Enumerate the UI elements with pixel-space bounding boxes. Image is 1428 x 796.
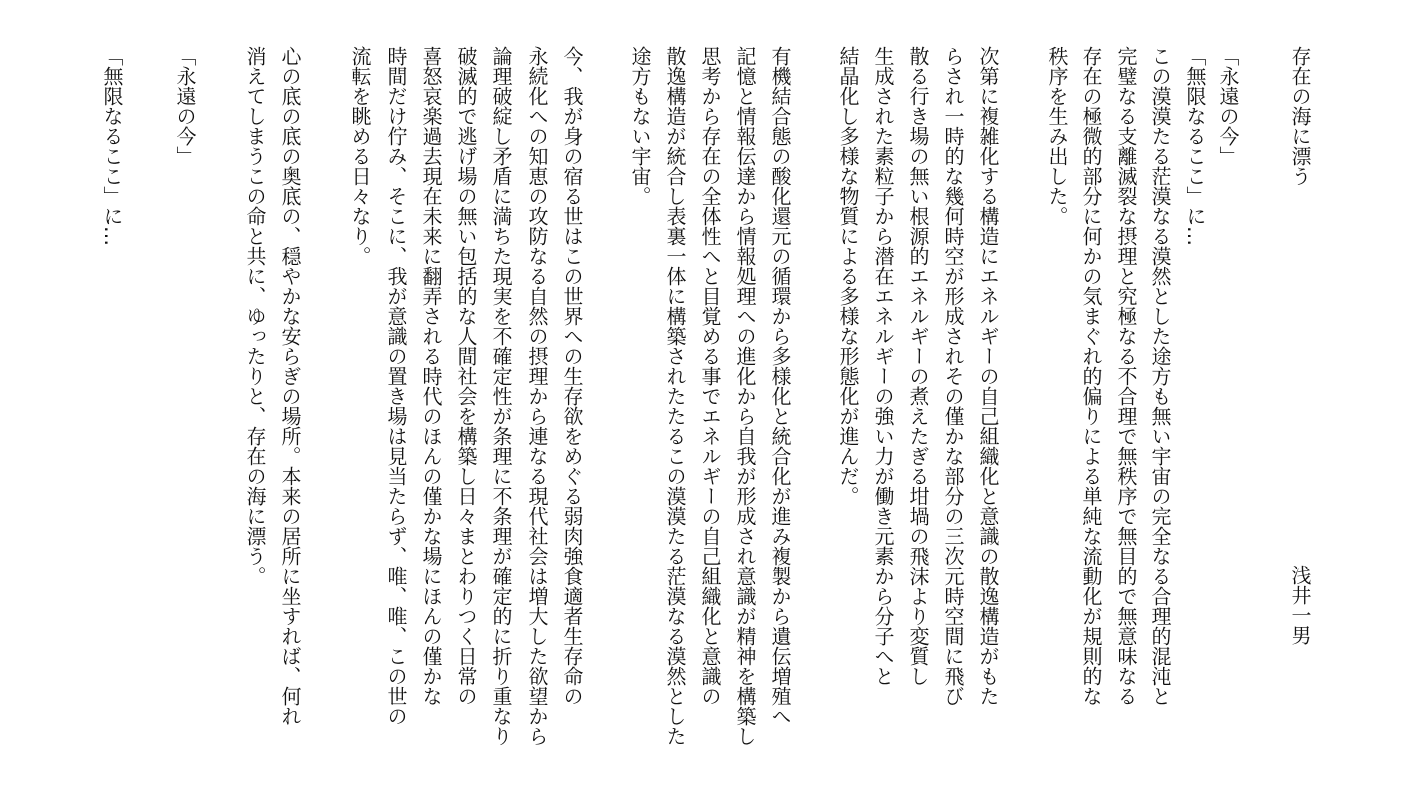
text-line: 「永遠の今」	[173, 46, 197, 166]
text-line: 有機結合態の酸化還元の循環から多様化と統合化が進み複製から遺伝増殖へ	[768, 46, 792, 726]
text-line: 生成された素粒子から潜在エネルギーの強い力が働き元素から分子へと	[871, 46, 895, 686]
author-name: 浅井一男	[1288, 565, 1312, 645]
text-line: 「無限なるここ」に…	[1183, 46, 1207, 246]
text-line: 秩序を生み出した。	[1045, 46, 1069, 226]
text-line: 「永遠の今」	[1216, 46, 1240, 166]
text-line	[306, 46, 336, 766]
text-line: 結晶化し多様な物質による多様な形態化が進んだ。	[836, 46, 860, 506]
text-line: 思考から存在の全体性へと目覚める事でエネルギーの自己組織化と意識の	[698, 46, 722, 706]
text-line: 流転を眺める日々なり。	[348, 46, 372, 266]
text-line	[130, 46, 160, 766]
text-line	[200, 46, 230, 766]
text-line: 完璧なる支離滅裂な摂理と究極なる不合理で無秩序で無目的で無意味なる	[1114, 46, 1138, 706]
text-line: 今、我が身の宿る世はこの世界への生存欲をめぐる弱肉強食適者生存命の	[560, 46, 584, 706]
text-line: 心の底の底の奥底の、穏やかな安らぎの場所。本来の居所に坐すれば、何れ	[278, 46, 302, 726]
text-line: 論理破綻し矛盾に満ちた現実を不確定性が条理に不条理が確定的に折り重なり	[489, 46, 513, 746]
text-line: 散る行き場の無い根源的エネルギーの煮えたぎる坩堝の飛沫より変質し	[906, 46, 930, 686]
poem-title: 存在の海に漂う	[1288, 46, 1312, 186]
text-line: 永続化への知恵の攻防なる自然の摂理から連なる現代社会は増大した欲望から	[525, 46, 549, 746]
text-line: 「無限なるここ」に…	[100, 46, 124, 246]
text-line: この漠漠たる茫漠なる漠然とした途方も無い宇宙の完全なる合理的混沌と	[1148, 46, 1172, 706]
text-line: 存在の極微的部分に何かの気まぐれ的偏りによる単純な流動化が規則的な	[1079, 46, 1103, 706]
text-line: 次第に複雑化する構造にエネルギーの自己組織化と意識の散逸構造がもた	[976, 46, 1000, 706]
text-line	[1003, 46, 1033, 766]
text-line: 喜怒哀楽過去現在未来に翻弄される時代のほんの僅かな場にほんの僅かな	[419, 46, 443, 706]
text-line: 散逸構造が統合し表裏一体に構築されたたるこの漠漠たる茫漠なる漠然とした	[663, 46, 687, 746]
text-line: 時間だけ佇み、そこに、我が意識の置き場は見当たらず、唯、唯、この世の	[384, 46, 408, 726]
text-line: 消えてしまうこの命と共に、ゆったりと、存在の海に漂う。	[243, 46, 267, 586]
text-line	[586, 46, 616, 766]
text-line: 記憶と情報伝達から情報処理への進化から自我が形成され意識が精神を構築し	[733, 46, 757, 746]
text-line	[794, 46, 824, 766]
text-line: 途方もない宇宙。	[628, 46, 652, 206]
text-line: 破滅的で逃げ場の無い包括的な人間社会を構築し日々まとわりつく日常の	[454, 46, 478, 706]
text-line: らされ一時的な幾何時空が形成されその僅かな部分の三次元時空間に飛び	[941, 46, 965, 706]
